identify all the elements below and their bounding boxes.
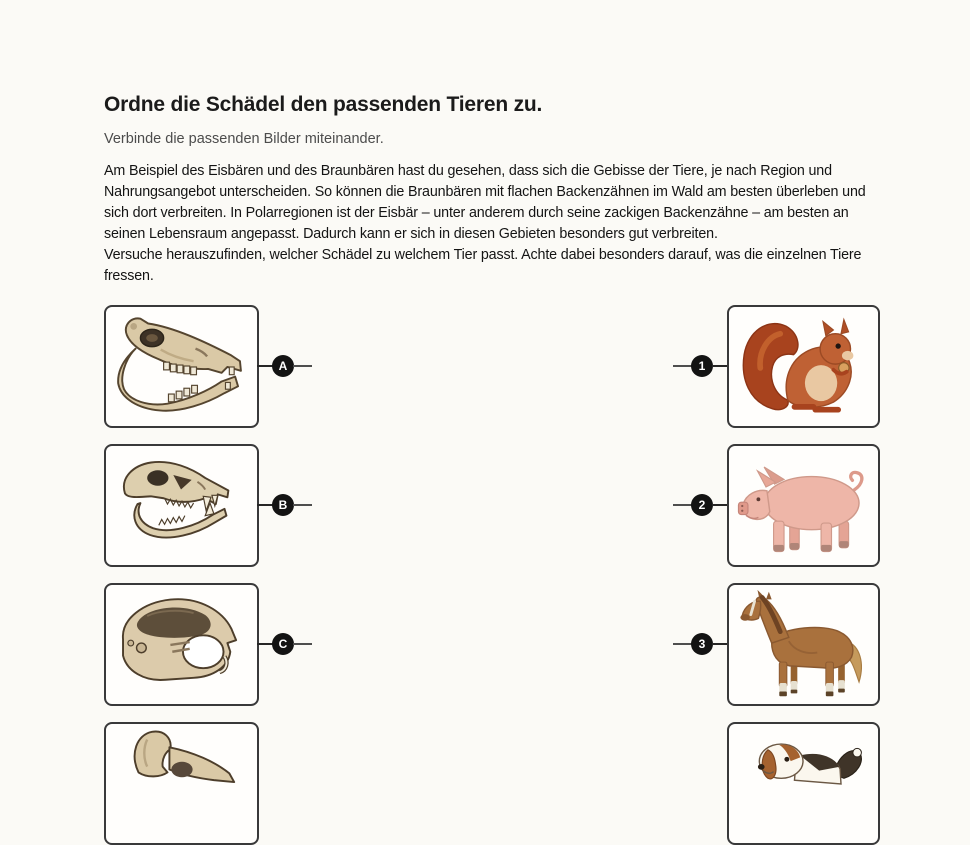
connector-label-a[interactable]: A <box>272 355 294 377</box>
dog-illustration <box>731 727 876 840</box>
instructions-line: seinen Lebensraum angepasst. Dadurch kann er sich in diesen Gebieten besonders gut verbreiten. <box>104 226 718 242</box>
connector-label-2[interactable]: 2 <box>691 494 713 516</box>
animal-card-1[interactable] <box>727 305 880 428</box>
pig-illustration <box>731 449 876 562</box>
connector-stub[interactable] <box>293 504 312 506</box>
animal-card-3[interactable] <box>727 583 880 706</box>
connector-label-c[interactable]: C <box>272 633 294 655</box>
connector-line <box>257 643 273 645</box>
connector-line <box>257 504 273 506</box>
connector-label-1[interactable]: 1 <box>691 355 713 377</box>
connector-stub[interactable] <box>673 504 692 506</box>
instructions-line: sich dort verbreiten. In Polarregionen ist der Eisbär – unter anderem durch seine zackigen Backenzähne – am besten an <box>104 205 849 221</box>
connector-line <box>712 643 728 645</box>
connector-stub[interactable] <box>673 643 692 645</box>
connector-line <box>257 365 273 367</box>
predator-skull-illustration <box>108 448 255 563</box>
connector-line <box>712 504 728 506</box>
animal-card-2[interactable] <box>727 444 880 567</box>
page-title: Ordne die Schädel den passenden Tieren zu. <box>104 93 543 116</box>
connector-label-3[interactable]: 3 <box>691 633 713 655</box>
squirrel-illustration <box>731 310 876 423</box>
pig-skull-illustration <box>108 726 255 841</box>
skull-card-c[interactable] <box>104 583 259 706</box>
horse-illustration <box>731 588 876 701</box>
instructions-line: Nahrungsangebot unterscheiden. So können die Braunbären mit flachen Backenzähnen im Wald am besten überleben und <box>104 184 866 200</box>
connector-line <box>712 365 728 367</box>
horse-skull-illustration <box>108 309 255 424</box>
skull-card-a[interactable] <box>104 305 259 428</box>
instructions-text <box>104 161 924 287</box>
instructions-line: Versuche herauszufinden, welcher Schädel zu welchem Tier passt. Achte dabei besonders darauf, was die einzelnen Tiere <box>104 247 862 263</box>
connector-stub[interactable] <box>293 365 312 367</box>
connector-stub[interactable] <box>673 365 692 367</box>
instructions-line: fressen. <box>104 268 154 284</box>
skull-card-d[interactable] <box>104 722 259 845</box>
animal-card-4[interactable] <box>727 722 880 845</box>
instructions-line: Am Beispiel des Eisbären und des Braunbären hast du gesehen, dass sich die Gebisse der Tiere, je nach Region und <box>104 163 832 179</box>
rodent-skull-illustration <box>108 587 255 702</box>
worksheet-header <box>104 92 904 149</box>
connector-stub[interactable] <box>293 643 312 645</box>
connector-label-b[interactable]: B <box>272 494 294 516</box>
page-subtitle: Verbinde die passenden Bilder miteinander. <box>104 131 384 147</box>
skull-card-b[interactable] <box>104 444 259 567</box>
